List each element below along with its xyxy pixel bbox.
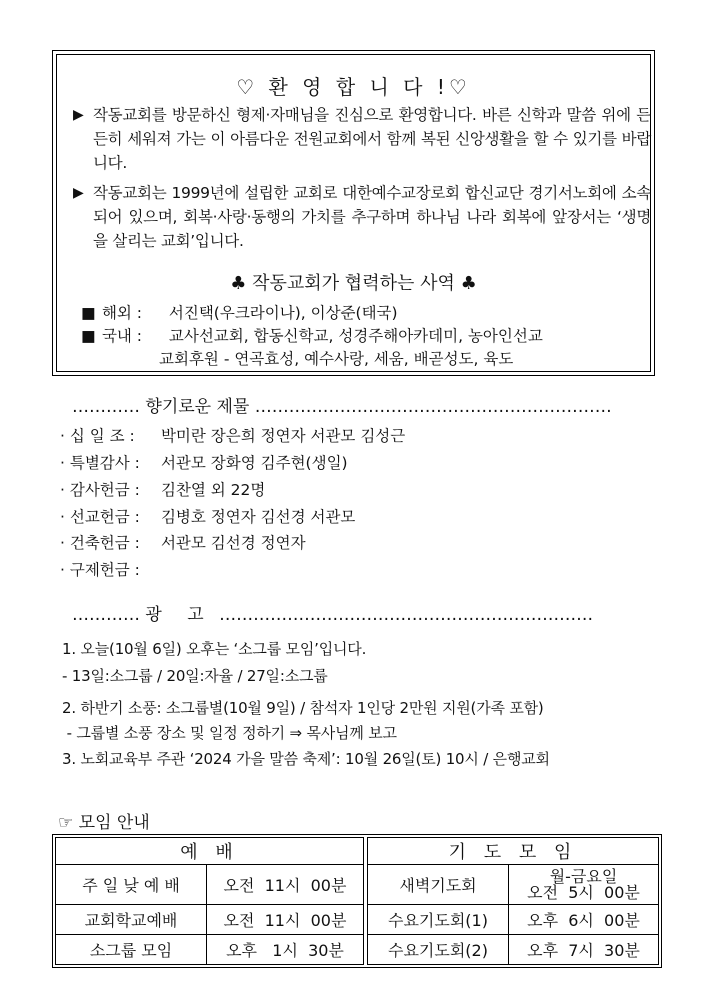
worship-name: 주 일 낮 예 배 (56, 865, 207, 905)
welcome-box (52, 50, 655, 376)
heading-dots-right: ………………………………………………………… (219, 605, 594, 625)
offering-label: · 특별감사 : (60, 454, 140, 472)
prayer-time (509, 865, 659, 905)
offering-label: · 선교헌금 : (60, 508, 140, 526)
prayer-time-hour: 오전 5시 00분 (527, 882, 640, 902)
offering-value: 김찬열 외 22명 (160, 481, 266, 499)
prayer-table (367, 837, 659, 965)
worship-time: 오후 1시 30분 (207, 935, 364, 965)
prayer-name: 새벽기도회 (368, 865, 509, 905)
pointing-hand-icon: ☞ (58, 813, 74, 833)
square-bullet-icon: ■ (81, 304, 96, 322)
offering-row (60, 558, 156, 580)
offering-row (60, 505, 355, 527)
welcome-paragraph-2 (73, 181, 651, 253)
mission-domestic-label: 국내 : (101, 327, 143, 345)
notice-line: 2. 하반기 소풍: 소그룹별(10월 9일) / 참석자 1인당 2만원 지원(가족 포함) (62, 699, 544, 717)
offering-row (60, 478, 265, 500)
offering-value: 서관모 장화영 김주현(생일) (160, 454, 348, 472)
offering-label: · 구제헌금 : (60, 561, 140, 579)
mission-domestic (81, 325, 543, 347)
meetings-title-text: 모임 안내 (78, 813, 150, 833)
welcome-title: ♡ 환 영 합 니 다 !♡ (236, 75, 471, 99)
worship-time: 오전 11시 00분 (207, 865, 364, 905)
square-bullet-icon: ■ (81, 327, 96, 345)
notice-line: 3. 노회교육부 주관 ‘2024 가을 말씀 축제’: 10월 26일(토) 10시 / 은행교회 (62, 750, 550, 768)
offering-label: · 십 일 조 : (60, 427, 135, 445)
notices-heading-text: 광 고 (145, 605, 214, 625)
mission-overseas-value: 서진택(우크라이나), 이상준(태국) (168, 304, 398, 322)
prayer-time: 오후 7시 30분 (509, 935, 659, 965)
mission-domestic-value-1: 교사선교회, 합동신학교, 성경주해아카데미, 농아인선교 (168, 327, 543, 345)
worship-table (55, 837, 364, 965)
offering-row (60, 451, 348, 473)
mission-title: ♣ 작동교회가 협력하는 사역 ♣ (230, 273, 477, 294)
meetings-table-frame (52, 834, 662, 968)
triangle-bullet-icon: ▶ (73, 107, 84, 123)
prayer-time-days: 월-금요일 (549, 866, 618, 886)
prayer-header: 기 도 모 임 (368, 838, 659, 865)
offering-value: 서관모 김선경 정연자 (160, 534, 306, 552)
triangle-bullet-icon: ▶ (73, 185, 84, 201)
heading-dots-left: ………… (72, 397, 140, 417)
notices-heading (72, 600, 593, 625)
worship-name: 교회학교예배 (56, 905, 207, 935)
prayer-name: 수요기도회(1) (368, 905, 509, 935)
welcome-paragraph-1-text: 작동교회를 방문하신 형제·자매님을 진심으로 환영합니다. 바른 신학과 말씀 위에 든든히 세워져 가는 이 아름다운 전원교회에서 함께 복된 신앙생활을 할 수 있기를 바랍니다. (93, 106, 651, 172)
notice-line: 1. 오늘(10월 6일) 오후는 ‘소그룹 모임’입니다. (62, 640, 367, 658)
mission-overseas (81, 302, 398, 324)
welcome-paragraph-2-text: 작동교회는 1999년에 설립한 교회로 대한예수교장로회 합신교단 경기서노회에 소속되어 있으며, 회복·사랑·동행의 가치를 추구하며 하나님 나라 회복에 앞장서는 ‘생명을 살리는 교회’입니다. (93, 184, 651, 250)
notice-line: - 13일:소그룹 / 20일:자율 / 27일:소그룹 (62, 667, 328, 685)
worship-header: 예 배 (56, 838, 364, 865)
prayer-name: 수요기도회(2) (368, 935, 509, 965)
heading-dots-right: ……………………………………………………… (254, 397, 612, 417)
offerings-heading-text: 향기로운 제물 (145, 397, 250, 417)
offering-value: 박미란 장은희 정연자 서관모 김성근 (160, 427, 406, 445)
offering-row (60, 531, 306, 553)
welcome-box-inner (56, 54, 651, 372)
worship-time: 오전 11시 00분 (207, 905, 364, 935)
prayer-time: 오후 6시 00분 (509, 905, 659, 935)
mission-domestic-value-2: 교회후원 - 연곡효성, 예수사랑, 세움, 배곧성도, 육도 (159, 350, 514, 368)
welcome-paragraph-1 (73, 103, 651, 175)
offering-label: · 감사헌금 : (60, 481, 140, 499)
offerings-heading (72, 392, 612, 417)
mission-domestic-line-2 (159, 348, 513, 370)
mission-overseas-label: 해외 : (101, 304, 143, 322)
notice-line: - 그룹별 소풍 장소 및 일정 정하기 ⇒ 목사님께 보고 (62, 724, 397, 742)
meetings-title (58, 808, 150, 833)
offering-value: 김병호 정연자 김선경 서관모 (160, 508, 356, 526)
offering-label: · 건축헌금 : (60, 534, 140, 552)
worship-name: 소그룹 모임 (56, 935, 207, 965)
heading-dots-left: ………… (72, 605, 140, 625)
offering-row (60, 424, 405, 446)
